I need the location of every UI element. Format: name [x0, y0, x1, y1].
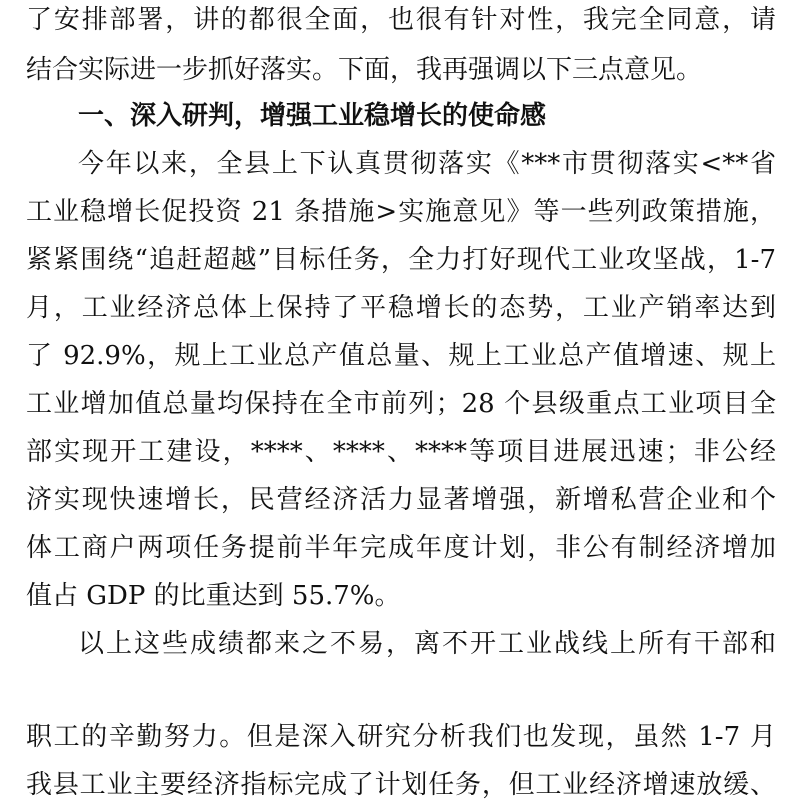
- text-line: 我县工业主要经济指标完成了计划任务，但工业经济增速放缓、: [26, 770, 776, 800]
- text-line: 了安排部署，讲的都很全面，也很有针对性，我完全同意，请: [26, 5, 776, 35]
- text-line: 今年以来，全县上下认真贯彻落实《***市贯彻落实<**省: [78, 149, 776, 179]
- text-line: 值占 GDP 的比重达到 55.7%。: [26, 581, 401, 611]
- text-line: 体工商户两项任务提前半年完成年度计划，非公有制经济增加: [26, 533, 776, 563]
- text-line: 济实现快速增长，民营经济活力显著增强，新增私营企业和个: [26, 485, 776, 515]
- text-line: 工业增加值总量均保持在全市前列；28 个县级重点工业项目全: [26, 389, 776, 419]
- section-heading: 一、深入研判，增强工业稳增长的使命感: [78, 101, 547, 131]
- text-line: 以上这些成绩都来之不易，离不开工业战线上所有干部和: [78, 629, 776, 659]
- text-line: 职工的辛勤努力。但是深入研究分析我们也发现，虽然 1-7 月: [26, 722, 776, 752]
- text-line: 结合实际进一步抓好落实。下面，我再强调以下三点意见。: [26, 55, 703, 85]
- text-line: 月，工业经济总体上保持了平稳增长的态势，工业产销率达到: [26, 293, 776, 323]
- text-line: 部实现开工建设，****、****、****等项目进展迅速；非公经: [26, 437, 776, 467]
- text-line: 紧紧围绕“追赶超越”目标任务，全力打好现代工业攻坚战，1-7: [26, 245, 776, 275]
- text-line: 了 92.9%，规上工业总产值总量、规上工业总产值增速、规上: [26, 341, 776, 371]
- text-line: 工业稳增长促投资 21 条措施>实施意见》等一些列政策措施，: [26, 197, 776, 227]
